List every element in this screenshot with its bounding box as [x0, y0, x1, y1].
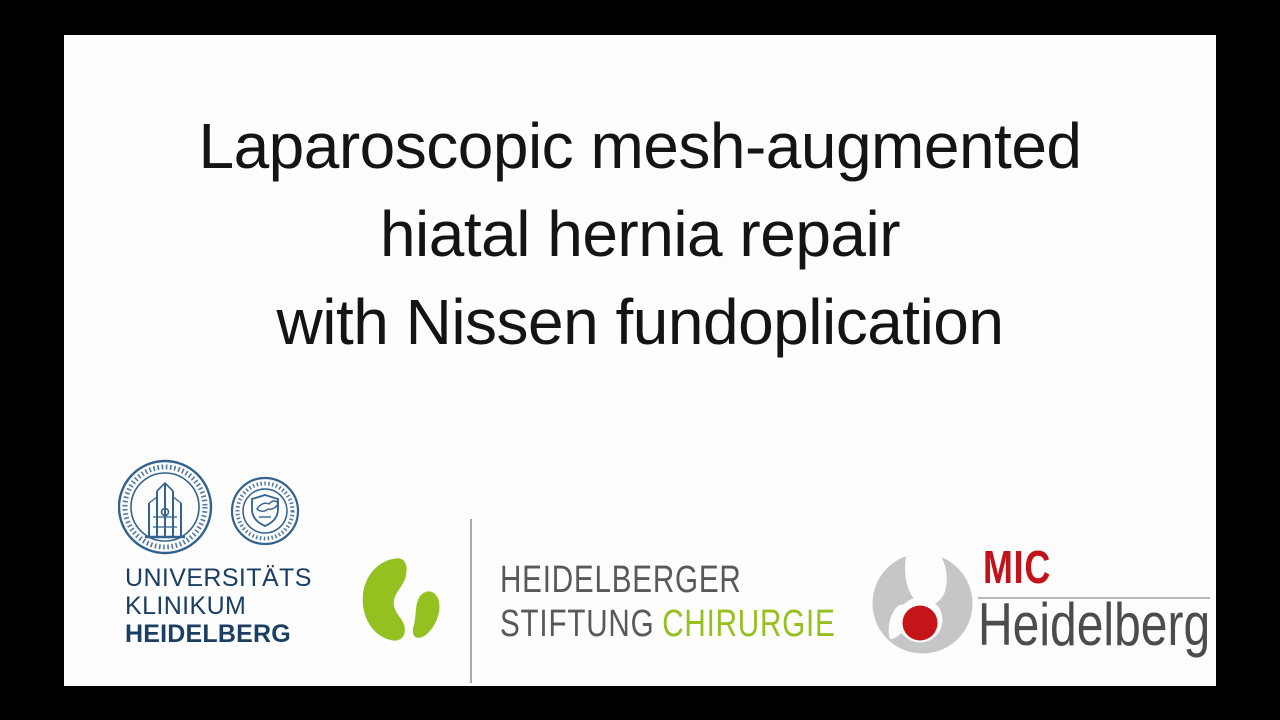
- title-line-3: with Nissen fundoplication: [276, 286, 1004, 358]
- title-slide: [64, 35, 1216, 686]
- uniklinikum-line-1: UNIVERSITÄTS: [125, 564, 312, 592]
- mic-acronym: MIC: [983, 541, 1052, 593]
- stiftung-leaf-icon: [361, 556, 441, 644]
- stiftung-wordmark: [500, 558, 836, 646]
- chirurgie-word: CHIRURGIE: [662, 603, 836, 645]
- stiftung-line-1: HEIDELBERGER: [500, 559, 742, 601]
- title-line-1: Laparoscopic mesh-augmented: [198, 110, 1082, 182]
- mic-city: Heidelberg: [978, 591, 1211, 658]
- stiftung-word: STIFTUNG: [500, 603, 655, 645]
- stiftung-line-2: [500, 602, 836, 646]
- uniklinikum-wordmark: [125, 564, 312, 648]
- slide-title: [64, 102, 1216, 366]
- title-line-2: hiatal hernia repair: [379, 198, 901, 270]
- logo-divider: [470, 519, 472, 683]
- mic-swirl-icon: [872, 553, 973, 654]
- uniklinikum-line-3: HEIDELBERG: [125, 620, 291, 648]
- uniklinikum-line-2: KLINIKUM: [125, 592, 247, 620]
